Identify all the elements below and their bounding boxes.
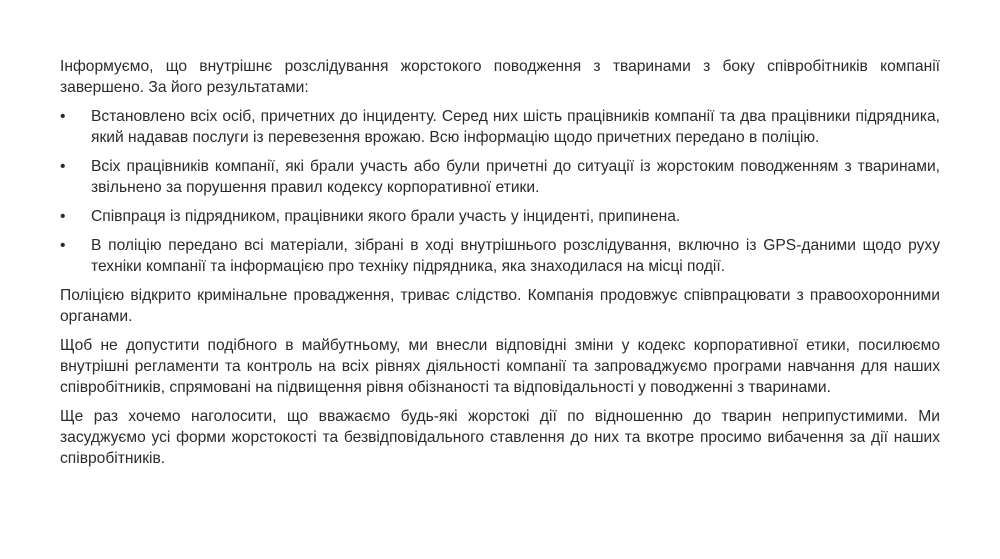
- list-item: [60, 235, 940, 277]
- bullet-icon: •: [60, 208, 66, 225]
- bullet-icon: •: [60, 237, 66, 254]
- police-paragraph: Поліцією відкрито кримінальне провадження, триває слідство. Компанія продовжує співпрацювати з правоохоронними органами.: [60, 287, 940, 325]
- list-item-text: Всіх працівників компанії, які брали участь або були причетні до ситуації із жорстоким поводженням з тваринами, звільнено за порушення правил кодексу корпоративної етики.: [91, 158, 940, 196]
- intro-paragraph: Інформуємо, що внутрішнє розслідування жорстокого поводження з тваринами з боку співробітників компанії завершено. За його результатами:: [60, 58, 940, 96]
- list-item-text: Встановлено всіх осіб, причетних до інциденту. Серед них шість працівників компанії та два працівники підрядника, який надавав послуги із перевезення врожаю. Всю інформацію щодо причетних передано в поліцію.: [91, 108, 940, 146]
- list-item: [60, 106, 940, 148]
- statement-document: [60, 56, 940, 477]
- list-item-text: Співпраця із підрядником, працівники якого брали участь у інциденті, припинена.: [91, 208, 681, 225]
- results-list: [60, 106, 940, 277]
- measures-paragraph: Щоб не допустити подібного в майбутньому, ми внесли відповідні зміни у кодекс корпоративної етики, посилюємо внутрішні регламенти та контроль на всіх рівнях діяльності компанії та запроваджуємо програми навчання для наших співробітників, спрямовані на підвищення рівня обізнаності та відповідальності у поводженні з тваринами.: [60, 337, 940, 396]
- bullet-icon: •: [60, 158, 66, 175]
- apology-paragraph: Ще раз хочемо наголосити, що вважаємо будь-які жорстокі дії по відношенню до тварин неприпустимими. Ми засуджуємо усі форми жорстокості та безвідповідального ставлення до них та вкотре просимо вибачення за дії наших співробітників.: [60, 408, 940, 467]
- list-item: [60, 156, 940, 198]
- bullet-icon: •: [60, 108, 66, 125]
- list-item-text: В поліцію передано всі матеріали, зібрані в ході внутрішнього розслідування, включно із GPS-даними щодо руху техніки компанії та інформацією про техніку підрядника, яка знаходилася на місці події.: [91, 237, 940, 275]
- list-item: [60, 206, 940, 227]
